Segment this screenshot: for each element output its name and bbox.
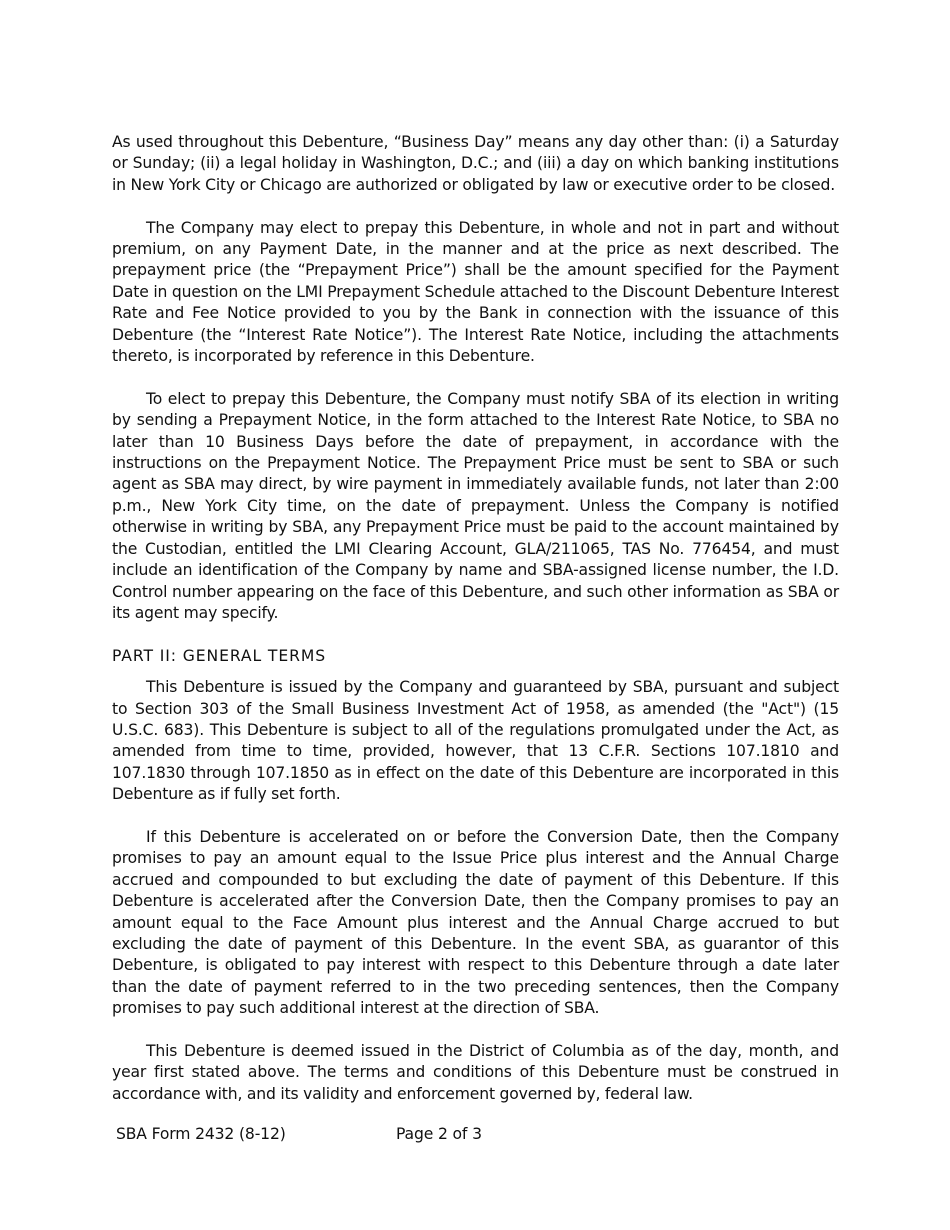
form-identifier: SBA Form 2432 (8-12) <box>116 1125 286 1143</box>
paragraph-spacer <box>112 806 839 827</box>
paragraph-spacer <box>112 1020 839 1041</box>
paragraph-spacer <box>112 624 839 645</box>
paragraph-spacer <box>112 367 839 388</box>
paragraph-prepayment-option: The Company may elect to prepay this Debenture, in whole and not in part and without premium, on any Payment Date, in the manner and at the price as next described. The prepayment price (the “Prepayment Price”) shall be the amount specified for the Payment Date in question on the LMI Prepayment Schedule attached to the Discount Debenture Interest Rate and Fee Notice provided to you by the Bank in connection with the issuance of this Debenture (the “Interest Rate Notice”). The Interest Rate Notice, including the attachments thereto, is incorporated by reference in this Debenture. <box>112 218 839 366</box>
document-body <box>112 132 839 1105</box>
paragraph-governing-law: This Debenture is deemed issued in the District of Columbia as of the day, month, and year first stated above. The terms and conditions of this Debenture must be construed in accordance with, and its validity and enforcement governed by, federal law. <box>112 1041 839 1103</box>
paragraph-issuance: This Debenture is issued by the Company and guaranteed by SBA, pursuant and subject to Section 303 of the Small Business Investment Act of 1958, as amended (the "Act") (15 U.S.C. 683). This Debenture is subject to all of the regulations promulgated under the Act, as amended from time to time, provided, however, that 13 C.F.R. Sections 107.1810 and 107.1830 through 107.1850 as in effect on the date of this Debenture are incorporated in this Debenture as if fully set forth. <box>112 678 839 804</box>
paragraph-acceleration: If this Debenture is accelerated on or before the Conversion Date, then the Company promises to pay an amount equal to the Issue Price plus interest and the Annual Charge accrued and compounded to but excluding the date of payment of this Debenture. If this Debenture is accelerated after the Conversion Date, then the Company promises to pay an amount equal to the Face Amount plus interest and the Annual Charge accrued to but excluding the date of payment of this Debenture. In the event SBA, as guarantor of this Debenture, is obligated to pay interest with respect to this Debenture through a date later than the date of payment referred to in the two preceding sentences, then the Company promises to pay such additional interest at the direction of SBA. <box>112 827 839 1018</box>
page-number: Page 2 of 3 <box>396 1125 482 1143</box>
section-heading-part-2: PART II: GENERAL TERMS <box>112 646 326 665</box>
paragraph-spacer <box>112 196 839 217</box>
paragraph-prepayment-notice: To elect to prepay this Debenture, the Company must notify SBA of its election in writing by sending a Prepayment Notice, in the form attached to the Interest Rate Notice, to SBA no later than 10 Business Days before the date of prepayment, in accordance with the instructions on the Prepayment Notice. The Prepayment Price must be sent to SBA or such agent as SBA may direct, by wire payment in immediately available funds, not later than 2:00 p.m., New York City time, on the date of prepayment. Unless the Company is notified otherwise in writing by SBA, any Prepayment Price must be paid to the account maintained by the Custodian, entitled the LMI Clearing Account, GLA/211065, TAS No. 776454, and must include an identification of the Company by name and SBA-assigned license number, the I.D. Control number appearing on the face of this Debenture, and such other information as SBA or its agent may specify. <box>112 389 839 622</box>
paragraph-business-day-definition: As used throughout this Debenture, “Business Day” means any day other than: (i) a Saturday or Sunday; (ii) a legal holiday in Washington, D.C.; and (iii) a day on which banking institutions in New York City or Chicago are authorized or obligated by law or executive order to be closed. <box>112 133 839 194</box>
